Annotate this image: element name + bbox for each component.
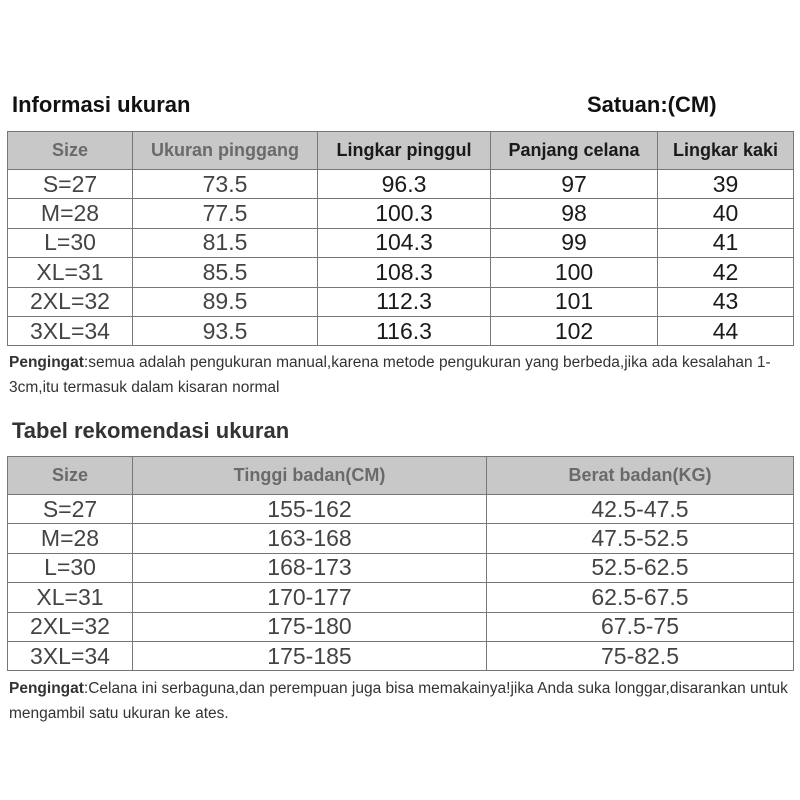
cell-size: 3XL=34 <box>8 641 133 670</box>
cell-height: 155-162 <box>133 495 487 524</box>
table-row <box>8 316 794 345</box>
cell-length: 100 <box>491 258 658 287</box>
cell-waist: 77.5 <box>133 199 318 228</box>
cell-size: M=28 <box>8 524 133 553</box>
cell-leg: 41 <box>658 228 794 257</box>
table-row <box>8 228 794 257</box>
header-height: Tinggi badan(CM) <box>133 457 487 495</box>
table-header-row <box>8 457 794 495</box>
cell-leg: 40 <box>658 199 794 228</box>
unit-label: Satuan:(CM) <box>587 92 717 117</box>
cell-size: L=30 <box>8 228 133 257</box>
table-row <box>8 553 794 582</box>
cell-leg: 44 <box>658 316 794 345</box>
size-info-table <box>7 131 794 346</box>
cell-leg: 42 <box>658 258 794 287</box>
table-header-row <box>8 132 794 170</box>
cell-size: 2XL=32 <box>8 612 133 641</box>
table-row <box>8 199 794 228</box>
cell-size: XL=31 <box>8 258 133 287</box>
cell-hip: 112.3 <box>318 287 491 316</box>
cell-height: 175-185 <box>133 641 487 670</box>
table-row <box>8 583 794 612</box>
cell-length: 98 <box>491 199 658 228</box>
cell-length: 99 <box>491 228 658 257</box>
cell-height: 170-177 <box>133 583 487 612</box>
cell-length: 101 <box>491 287 658 316</box>
note-text: :Celana ini serbaguna,dan perempuan juga bisa memakainya!jika Anda suka longgar,disarankan untuk mengambil satu ukuran ke ates. <box>9 680 788 722</box>
recommendation-note <box>9 676 789 726</box>
note-label: Pengingat <box>9 354 84 371</box>
header-waist: Ukuran pinggang <box>133 132 318 170</box>
cell-height: 175-180 <box>133 612 487 641</box>
recommendation-table <box>7 456 794 671</box>
table-row <box>8 258 794 287</box>
cell-hip: 108.3 <box>318 258 491 287</box>
cell-size: 3XL=34 <box>8 316 133 345</box>
cell-leg: 39 <box>658 170 794 199</box>
cell-hip: 104.3 <box>318 228 491 257</box>
cell-length: 97 <box>491 170 658 199</box>
header-length: Panjang celana <box>491 132 658 170</box>
table-row <box>8 612 794 641</box>
cell-size: M=28 <box>8 199 133 228</box>
cell-hip: 100.3 <box>318 199 491 228</box>
cell-waist: 89.5 <box>133 287 318 316</box>
cell-weight: 75-82.5 <box>487 641 794 670</box>
cell-size: S=27 <box>8 495 133 524</box>
note-label: Pengingat <box>9 680 84 697</box>
cell-waist: 73.5 <box>133 170 318 199</box>
cell-hip: 96.3 <box>318 170 491 199</box>
table-row <box>8 524 794 553</box>
table-row <box>8 287 794 316</box>
header-weight: Berat badan(KG) <box>487 457 794 495</box>
table-row <box>8 641 794 670</box>
cell-waist: 85.5 <box>133 258 318 287</box>
header-size: Size <box>8 132 133 170</box>
header-leg: Lingkar kaki <box>658 132 794 170</box>
table-row <box>8 495 794 524</box>
cell-weight: 52.5-62.5 <box>487 553 794 582</box>
cell-height: 168-173 <box>133 553 487 582</box>
cell-weight: 42.5-47.5 <box>487 495 794 524</box>
recommendation-title: Tabel rekomendasi ukuran <box>12 418 290 443</box>
cell-weight: 62.5-67.5 <box>487 583 794 612</box>
header-size: Size <box>8 457 133 495</box>
cell-weight: 67.5-75 <box>487 612 794 641</box>
cell-size: XL=31 <box>8 583 133 612</box>
table-row <box>8 170 794 199</box>
cell-size: S=27 <box>8 170 133 199</box>
size-info-note <box>9 350 789 400</box>
cell-length: 102 <box>491 316 658 345</box>
cell-size: 2XL=32 <box>8 287 133 316</box>
cell-size: L=30 <box>8 553 133 582</box>
cell-height: 163-168 <box>133 524 487 553</box>
size-info-title: Informasi ukuran <box>12 92 191 117</box>
header-hip: Lingkar pinggul <box>318 132 491 170</box>
cell-weight: 47.5-52.5 <box>487 524 794 553</box>
cell-waist: 81.5 <box>133 228 318 257</box>
note-text: :semua adalah pengukuran manual,karena metode pengukuran yang berbeda,jika ada kesalahan 1-3cm,itu termasuk dalam kisaran normal <box>9 354 771 396</box>
cell-leg: 43 <box>658 287 794 316</box>
cell-hip: 116.3 <box>318 316 491 345</box>
cell-waist: 93.5 <box>133 316 318 345</box>
